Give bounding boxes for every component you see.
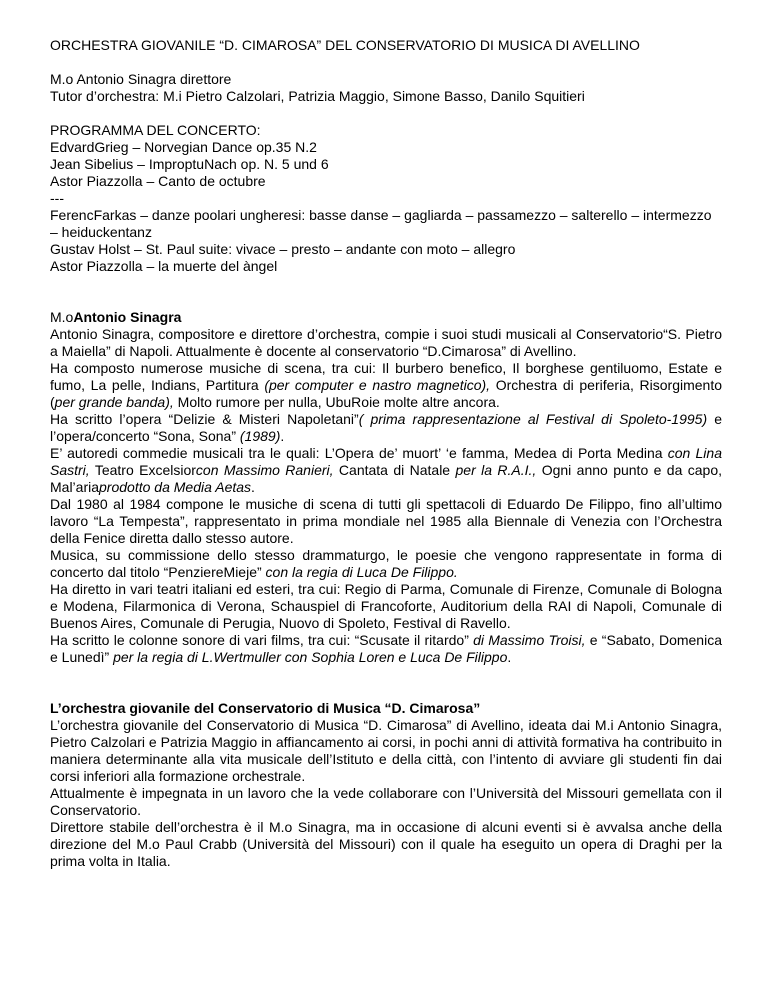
spacer [50,666,722,700]
director-line: M.o Antonio Sinagra direttore [50,71,232,87]
text-run: . [280,428,285,444]
program-item: Astor Piazzolla – la muerte del àngel [50,258,278,274]
text-run: . [507,649,512,665]
orchestra-paragraph: Attualmente è impegnata in un lavoro che la vede collaborare con l’Università del Missouri gemellata con il Conservatorio. [50,785,722,818]
text-run: Molto rumore per nulla, UbuRoie molte altre ancora. [173,394,500,410]
text-run: Ogni anno punto e da capo, Mal’aria [50,462,723,495]
bio-paragraph [50,326,722,360]
text-run: (per computer e nastro magnetico), [264,377,491,393]
text-run: Musica, su commissione dello stesso drammaturgo, le poesie che vengono rappresentate in forma di concerto dal titolo “PenziereMieje” [50,547,722,580]
program-item: Gustav Holst – St. Paul suite: vivace – presto – andante con moto – allegro [50,241,516,257]
bio-paragraph [50,360,722,411]
text-run: Orchestra di periferia, Risorgimento ( [50,377,723,410]
program-heading: PROGRAMMA DEL CONCERTO: [50,122,261,138]
text-run: Antonio Sinagra [73,309,182,325]
document-title: ORCHESTRA GIOVANILE “D. CIMAROSA” DEL CONSERVATORIO DI MUSICA DI AVELLINO [50,37,640,53]
bio-paragraph [50,411,722,445]
orchestra-paragraph: L’orchestra giovanile del Conservatorio di Musica “D. Cimarosa” di Avellino, ideata dai M.i Antonio Sinagra, Pietro Calzolari e Patrizia Maggio in affiancamento ai corsi, in pochi anni di attività formativa ha contribuito in maniera determinante alla vita musicale dell’Istituto e della città, con l’intento di avviare gli studenti fin dai corsi inferiori alla formazione orchestrale. [50,717,722,784]
bio-paragraph [50,445,722,496]
text-run: e “Sabato, Domenica e Lunedì” [50,632,722,665]
text-run: per la R.A.I., [455,462,537,478]
program-item: EdvardGrieg – Norvegian Dance op.35 N.2 [50,139,317,155]
text-run: M.o [50,309,74,325]
text-run: e l’opera/concerto “Sona, Sona” [50,411,722,444]
spacer [50,54,722,71]
bio-paragraph [50,547,722,581]
bio-paragraph [50,632,722,666]
text-run: di Massimo Troisi, [473,632,586,648]
bio-heading [50,309,722,326]
program-item: FerencFarkas – danze poolari ungheresi: basse danse – gagliarda – passamezzo – salterello – intermezzo – heiduckentanz [50,207,712,240]
orchestra-paragraph: Direttore stabile dell’orchestra è il M.o Sinagra, ma in occasione di alcuni eventi si è avvalsa anche della direzione del M.o Paul Crabb (Università del Missouri) con il quale ha eseguito un opera di Draghi per la prima volta in Italia. [50,819,722,869]
text-run: E’ autoredi commedie musicali tra le quali: L’Opera de’ muort’ ‘e famma, Medea di Porta Medina [50,445,668,461]
text-run: Ha diretto in vari teatri italiani ed esteri, tra cui: Regio di Parma, Comunale di Firenze, Comunale di Bologna e Modena, Filarmonica di Verona, Schauspiel di Francoforte, Auditorium della RAI di Napoli, Comunale di Buenos Aires, Comunale di Perugia, Nuovo di Spoleto, Festival di Ravello. [50,581,722,631]
program-item: Astor Piazzolla – Canto de octubre [50,173,266,189]
text-run: per grande banda), [54,394,174,410]
text-run: Cantata di Natale [333,462,456,478]
bio-paragraph [50,496,722,547]
spacer [50,275,722,309]
text-run: Ha scritto le colonne sonore di vari films, tra cui: “Scusate il ritardo” [50,632,474,648]
program-item: Jean Sibelius – ImproptuNach op. N. 5 und 6 [50,156,329,172]
program-separator: --- [50,190,64,206]
text-run: prodotto da Media Aetas [99,479,252,495]
text-run: Ha scritto l’opera “Delizie & Misteri Napoletani” [50,411,359,427]
text-run: (1989) [239,428,281,444]
text-run: Antonio Sinagra, compositore e direttore d’orchestra, compie i suoi studi musicali al Conservatorio“S. Pietro a Maiella” di Napoli. Attualmente è docente al conservatorio “D.Cimarosa” di Avellino. [50,326,722,359]
bio-paragraph [50,581,722,632]
spacer [50,105,722,122]
text-run: per la regia di L.Wertmuller con Sophia Loren e Luca De Filippo [113,649,508,665]
text-run: ( prima rappresentazione al Festival di Spoleto-1995) [358,411,708,427]
tutors-line: Tutor d’orchestra: M.i Pietro Calzolari, Patrizia Maggio, Simone Basso, Danilo Squitieri [50,88,585,104]
orchestra-heading: L’orchestra giovanile del Conservatorio di Musica “D. Cimarosa” [50,700,481,716]
text-run: . [251,479,255,495]
text-run: Teatro Excelsior [89,462,196,478]
text-run: Dal 1980 al 1984 compone le musiche di scena di tutti gli spettacoli di Eduardo De Filippo, fino all’ultimo lavoro “La Tempesta”, rappresentato in prima mondiale nel 1985 alla Biennale di Venezia con l’Orchestra della Fenice diretta dallo stesso autore. [50,496,722,546]
text-run: con Lina Sastri, [50,445,722,478]
text-run: Ha composto numerose musiche di scena, tra cui: Il burbero benefico, Il borghese gentiluomo, Estate e fumo, La pelle, Indians, Partitura [50,360,722,393]
text-run: con Massimo Ranieri, [195,462,334,478]
text-run: con la regia di Luca De Filippo. [265,564,458,580]
